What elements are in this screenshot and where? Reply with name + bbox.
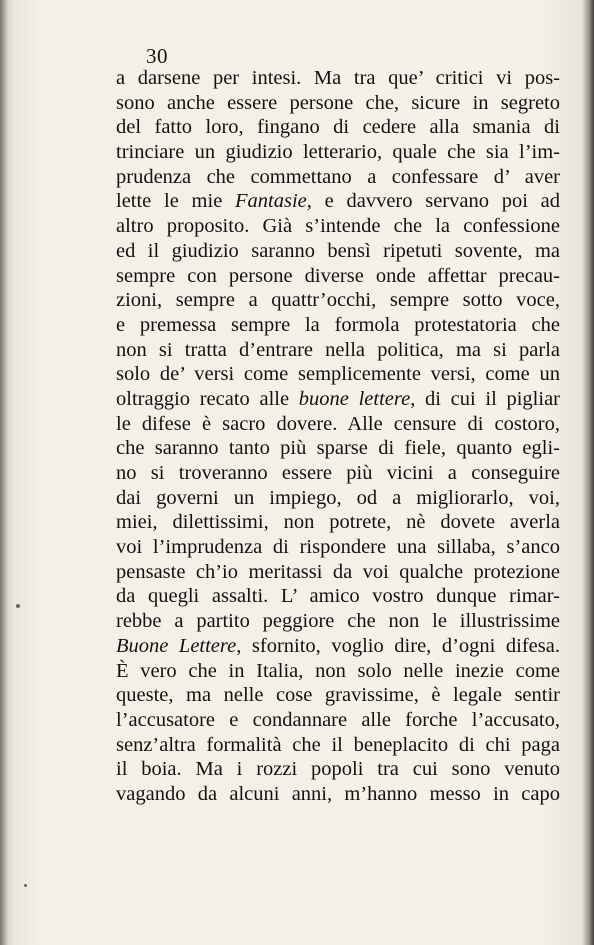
text-line: ed il giudizio saranno bensì ripetuti sovente, ma: [116, 239, 560, 262]
text-line: vagando da alcuni anni, m’hanno messo in capo: [116, 782, 560, 805]
text-line: il boia. Ma i rozzi popoli tra cui sono venuto: [116, 758, 560, 781]
text-line: dai governi un impiego, od a migliorarlo, voi,: [116, 486, 560, 509]
text-line: miei, dilettissimi, non potrete, nè dovete averla: [116, 511, 560, 534]
text-line: È vero che in Italia, non solo nelle inezie come: [116, 659, 560, 682]
text-line: rebbe a partito peggiore che non le illustrissime: [116, 610, 560, 633]
page-binding-shadow: [0, 0, 8, 945]
text-line: Buone Lettere, sfornito, voglio dire, d’ogni difesa.: [116, 634, 560, 657]
text-line: trinciare un giudizio letterario, quale che sia l’im-: [116, 141, 560, 164]
italic-title: Fantasie: [235, 190, 307, 213]
text-line: a darsene per intesi. Ma tra que’ critici vi pos-: [116, 67, 560, 89]
text-line: l’accusatore e condannare alle forche l’accusato,: [116, 708, 560, 731]
text-line: sono anche essere persone che, sicure in segreto: [116, 91, 560, 114]
text-line: prudenza che commettano a confessare d’ aver: [116, 165, 560, 188]
text-line: voi l’imprudenza di rispondere una sillaba, s’anco: [116, 536, 560, 559]
text-line: zioni, sempre a quattr’occhi, sempre sotto voce,: [116, 289, 560, 312]
italic-title: buone lettere: [298, 387, 411, 410]
text-line: che saranno tanto più sparse di fiele, quanto egli-: [116, 437, 560, 460]
italic-title: Buone Lettere: [116, 634, 237, 657]
text-line: non si tratta d’entrare nella politica, ma si parla: [116, 338, 560, 361]
paper-speck: [24, 884, 27, 887]
text-line: altro proposito. Già s’intende che la confessione: [116, 215, 560, 238]
text-line: da quegli assalti. L’ amico vostro dunque rimar-: [116, 585, 560, 608]
text-line: lette le mie Fantasie, e davvero servano poi ad: [116, 190, 560, 213]
page-number: 30: [146, 44, 168, 68]
text-line: pensaste ch’io meritassi da voi qualche protezione: [116, 560, 560, 583]
text-line: del fatto loro, fingano di cedere alla smania di: [116, 116, 560, 139]
paper-speck: [16, 604, 20, 608]
text-line: e premessa sempre la formola protestatoria che: [116, 313, 560, 336]
text-line: queste, ma nelle cose gravissime, è legale sentir: [116, 684, 560, 707]
body-text: [116, 66, 560, 807]
text-line: le difese è sacro dovere. Alle censure di costoro,: [116, 412, 560, 435]
text-line: senz’altra formalità che il beneplacito di chi paga: [116, 733, 560, 756]
text-line: oltraggio recato alle buone lettere, di cui il pigliar: [116, 387, 561, 410]
text-line: solo de’ versi come semplicemente versi, come un: [116, 363, 560, 386]
text-line: no si troveranno essere più vicini a conseguire: [116, 462, 560, 484]
text-line: sempre con persone diverse onde affettar precau-: [116, 264, 560, 287]
page-edge-shadow: [582, 0, 594, 945]
